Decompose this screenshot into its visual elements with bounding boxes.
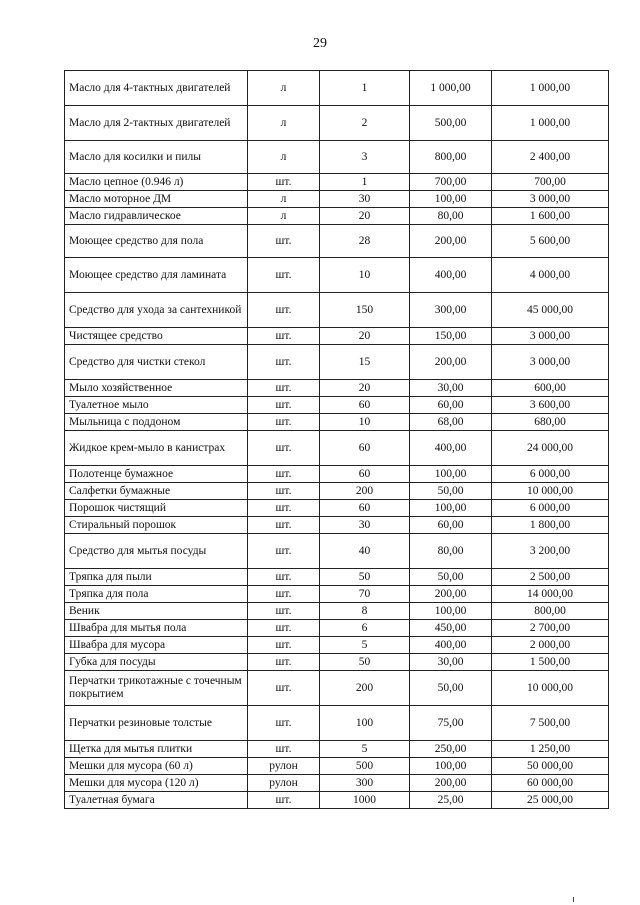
item-quantity: 50 [320,654,410,671]
item-price: 200,00 [410,775,492,792]
item-quantity: 200 [320,671,410,706]
item-total: 3 600,00 [492,397,609,414]
table-row [65,792,609,809]
item-quantity: 50 [320,569,410,586]
table-row [65,500,609,517]
item-total: 50 000,00 [492,758,609,775]
item-total: 60 000,00 [492,775,609,792]
item-name: Швабра для мусора [65,637,248,654]
item-total: 680,00 [492,414,609,431]
item-price: 250,00 [410,741,492,758]
item-name: Масло моторное ДМ [65,191,248,208]
item-name: Туалетная бумага [65,792,248,809]
item-total: 800,00 [492,603,609,620]
item-price: 100,00 [410,466,492,483]
item-unit: шт. [248,500,320,517]
item-price: 400,00 [410,637,492,654]
item-unit: шт. [248,620,320,637]
item-name: Средство для ухода за сантехникой [65,293,248,328]
item-quantity: 3 [320,141,410,174]
item-total: 5 600,00 [492,225,609,258]
item-price: 100,00 [410,758,492,775]
item-price: 800,00 [410,141,492,174]
item-price: 400,00 [410,258,492,293]
item-total: 4 000,00 [492,258,609,293]
item-name: Масло гидравлическое [65,208,248,225]
item-quantity: 10 [320,258,410,293]
item-price: 200,00 [410,225,492,258]
item-price: 50,00 [410,671,492,706]
item-unit: л [248,208,320,225]
item-price: 60,00 [410,517,492,534]
item-unit: л [248,191,320,208]
item-price: 200,00 [410,345,492,380]
table-row [65,534,609,569]
table-row [65,174,609,191]
item-total: 24 000,00 [492,431,609,466]
item-name: Мешки для мусора (60 л) [65,758,248,775]
item-quantity: 20 [320,328,410,345]
item-price: 25,00 [410,792,492,809]
item-total: 7 500,00 [492,706,609,741]
item-price: 30,00 [410,654,492,671]
item-name: Губка для посуды [65,654,248,671]
item-unit: л [248,106,320,141]
item-total: 1 250,00 [492,741,609,758]
item-price: 100,00 [410,191,492,208]
item-unit: шт. [248,483,320,500]
item-unit: шт. [248,174,320,191]
item-unit: шт. [248,414,320,431]
item-total: 1 800,00 [492,517,609,534]
item-quantity: 30 [320,517,410,534]
table-row [65,345,609,380]
item-price: 100,00 [410,603,492,620]
item-quantity: 30 [320,191,410,208]
item-total: 2 400,00 [492,141,609,174]
item-unit: шт. [248,706,320,741]
item-unit: л [248,71,320,106]
item-quantity: 1 [320,71,410,106]
item-name: Мыльница с поддоном [65,414,248,431]
item-unit: л [248,141,320,174]
margin-mark [573,897,574,902]
table-row [65,654,609,671]
item-total: 10 000,00 [492,483,609,500]
item-total: 25 000,00 [492,792,609,809]
item-price: 200,00 [410,586,492,603]
item-price: 50,00 [410,483,492,500]
table-row [65,741,609,758]
item-unit: шт. [248,792,320,809]
item-price: 80,00 [410,534,492,569]
table-row [65,466,609,483]
item-total: 14 000,00 [492,586,609,603]
item-price: 60,00 [410,397,492,414]
item-price: 100,00 [410,500,492,517]
item-unit: шт. [248,466,320,483]
table-row [65,517,609,534]
table-row [65,586,609,603]
item-unit: шт. [248,293,320,328]
item-total: 600,00 [492,380,609,397]
item-total: 2 500,00 [492,569,609,586]
item-quantity: 28 [320,225,410,258]
item-total: 2 000,00 [492,637,609,654]
table-row [65,758,609,775]
item-total: 700,00 [492,174,609,191]
item-price: 1 000,00 [410,71,492,106]
item-quantity: 5 [320,741,410,758]
item-quantity: 1 [320,174,410,191]
item-quantity: 15 [320,345,410,380]
item-name: Масло для 4-тактных двигателей [65,71,248,106]
item-quantity: 60 [320,397,410,414]
item-name: Моющее средство для пола [65,225,248,258]
item-name: Тряпка для пола [65,586,248,603]
table-row [65,483,609,500]
item-total: 6 000,00 [492,466,609,483]
table-row [65,258,609,293]
item-price: 68,00 [410,414,492,431]
item-unit: шт. [248,637,320,654]
table-row [65,637,609,654]
item-unit: шт. [248,328,320,345]
item-name: Средство для мытья посуды [65,534,248,569]
item-name: Жидкое крем-мыло в канистрах [65,431,248,466]
item-total: 45 000,00 [492,293,609,328]
item-price: 400,00 [410,431,492,466]
item-total: 3 200,00 [492,534,609,569]
item-quantity: 1000 [320,792,410,809]
item-unit: шт. [248,225,320,258]
item-total: 3 000,00 [492,328,609,345]
item-price: 50,00 [410,569,492,586]
item-total: 1 000,00 [492,106,609,141]
item-name: Масло для 2-тактных двигателей [65,106,248,141]
item-quantity: 500 [320,758,410,775]
item-unit: шт. [248,258,320,293]
page-number: 29 [313,36,327,51]
item-total: 2 700,00 [492,620,609,637]
item-unit: рулон [248,775,320,792]
item-unit: рулон [248,758,320,775]
item-unit: шт. [248,517,320,534]
item-name: Туалетное мыло [65,397,248,414]
item-price: 300,00 [410,293,492,328]
item-quantity: 6 [320,620,410,637]
item-name: Швабра для мытья пола [65,620,248,637]
item-unit: шт. [248,586,320,603]
item-name: Моющее средство для ламината [65,258,248,293]
item-price: 150,00 [410,328,492,345]
table-row [65,397,609,414]
table-row [65,380,609,397]
item-unit: шт. [248,654,320,671]
item-name: Салфетки бумажные [65,483,248,500]
item-name: Стиральный порошок [65,517,248,534]
item-name: Полотенце бумажное [65,466,248,483]
item-quantity: 70 [320,586,410,603]
item-quantity: 10 [320,414,410,431]
table-row [65,293,609,328]
item-name: Щетка для мытья плитки [65,741,248,758]
item-name: Веник [65,603,248,620]
item-quantity: 100 [320,706,410,741]
item-name: Чистящее средство [65,328,248,345]
item-unit: шт. [248,345,320,380]
item-unit: шт. [248,569,320,586]
item-price: 450,00 [410,620,492,637]
table-row [65,225,609,258]
item-name: Мешки для мусора (120 л) [65,775,248,792]
item-total: 1 500,00 [492,654,609,671]
item-total: 1 000,00 [492,71,609,106]
table-row [65,431,609,466]
item-name: Масло для косилки и пилы [65,141,248,174]
item-unit: шт. [248,534,320,569]
items-table [64,70,609,809]
item-quantity: 20 [320,380,410,397]
item-quantity: 20 [320,208,410,225]
item-price: 500,00 [410,106,492,141]
item-quantity: 300 [320,775,410,792]
table-row [65,414,609,431]
item-price: 700,00 [410,174,492,191]
item-name: Порошок чистящий [65,500,248,517]
item-total: 3 000,00 [492,345,609,380]
item-unit: шт. [248,741,320,758]
table-row [65,191,609,208]
table-row [65,106,609,141]
item-total: 3 000,00 [492,191,609,208]
table-row [65,569,609,586]
item-quantity: 60 [320,500,410,517]
table-row [65,775,609,792]
item-unit: шт. [248,671,320,706]
table-row [65,603,609,620]
item-quantity: 200 [320,483,410,500]
item-quantity: 150 [320,293,410,328]
item-total: 6 000,00 [492,500,609,517]
item-quantity: 40 [320,534,410,569]
item-total: 10 000,00 [492,671,609,706]
item-unit: шт. [248,397,320,414]
table-row [65,671,609,706]
table-row [65,706,609,741]
table-row [65,141,609,174]
item-quantity: 60 [320,466,410,483]
items-table-body [65,71,609,809]
table-row [65,620,609,637]
item-unit: шт. [248,431,320,466]
table-row [65,208,609,225]
item-quantity: 8 [320,603,410,620]
item-name: Мыло хозяйственное [65,380,248,397]
item-price: 30,00 [410,380,492,397]
item-name: Масло цепное (0.946 л) [65,174,248,191]
item-price: 75,00 [410,706,492,741]
item-name: Средство для чистки стекол [65,345,248,380]
item-price: 80,00 [410,208,492,225]
item-name: Перчатки трикотажные с точечным покрытием [65,671,248,706]
item-quantity: 5 [320,637,410,654]
item-name: Перчатки резиновые толстые [65,706,248,741]
item-unit: шт. [248,380,320,397]
table-row [65,328,609,345]
table-row [65,71,609,106]
item-unit: шт. [248,603,320,620]
item-quantity: 2 [320,106,410,141]
item-total: 1 600,00 [492,208,609,225]
item-quantity: 60 [320,431,410,466]
item-name: Тряпка для пыли [65,569,248,586]
